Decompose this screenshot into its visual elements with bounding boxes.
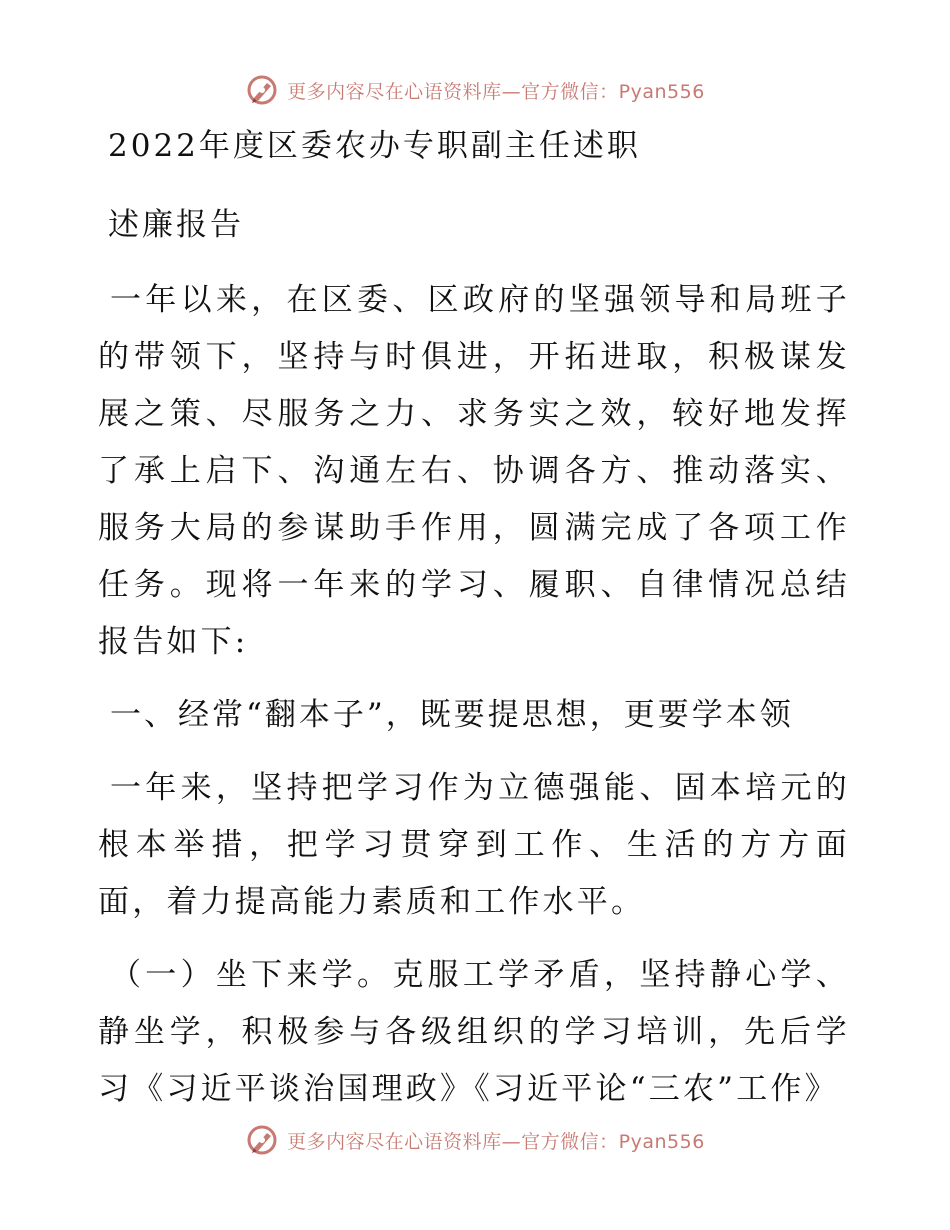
section-1-paragraph: 一年来，坚持把学习作为立德强能、固本培元的根本举措，把学习贯穿到工作、生活的方方面面，着力提高能力素质和工作水平。 [98,770,850,920]
document-body [98,118,850,1118]
watermark-text: 更多内容尽在心语资料库—官方微信：Pyan556 [287,80,705,103]
watermark-header [0,68,950,112]
watermark-text: 更多内容尽在心语资料库—官方微信：Pyan556 [287,1130,705,1153]
intro-paragraph: 一年以来，在区委、区政府的坚强领导和局班子的带领下，坚持与时俱进，开拓进取，积极谋发展之策、尽服务之力、求务实之效，较好地发挥了承上启下、沟通左右、协调各方、推动落实、服务大局的参谋助手作用，圆满完成了各项工作任务。现将一年来的学习、履职、自律情况总结报告如下: [98,282,850,660]
document-title-line-1: 2022年度区委农办专职副主任述职 [108,128,641,164]
pen-circle-logo-icon [245,1123,279,1157]
watermark-footer [0,1118,950,1162]
section-heading-1: 一、经常“翻本子”，既要提思想，更要学本领 [110,697,794,733]
subsection-1-paragraph: （一）坐下来学。克服工学矛盾，坚持静心学、静坐学，积极参与各级组织的学习培训，先后学习《习近平谈治国理政》《习近平论“三农”工作》 [98,957,850,1107]
pen-circle-logo-icon [245,73,279,107]
document-title-line-2: 述廉报告 [108,207,244,243]
